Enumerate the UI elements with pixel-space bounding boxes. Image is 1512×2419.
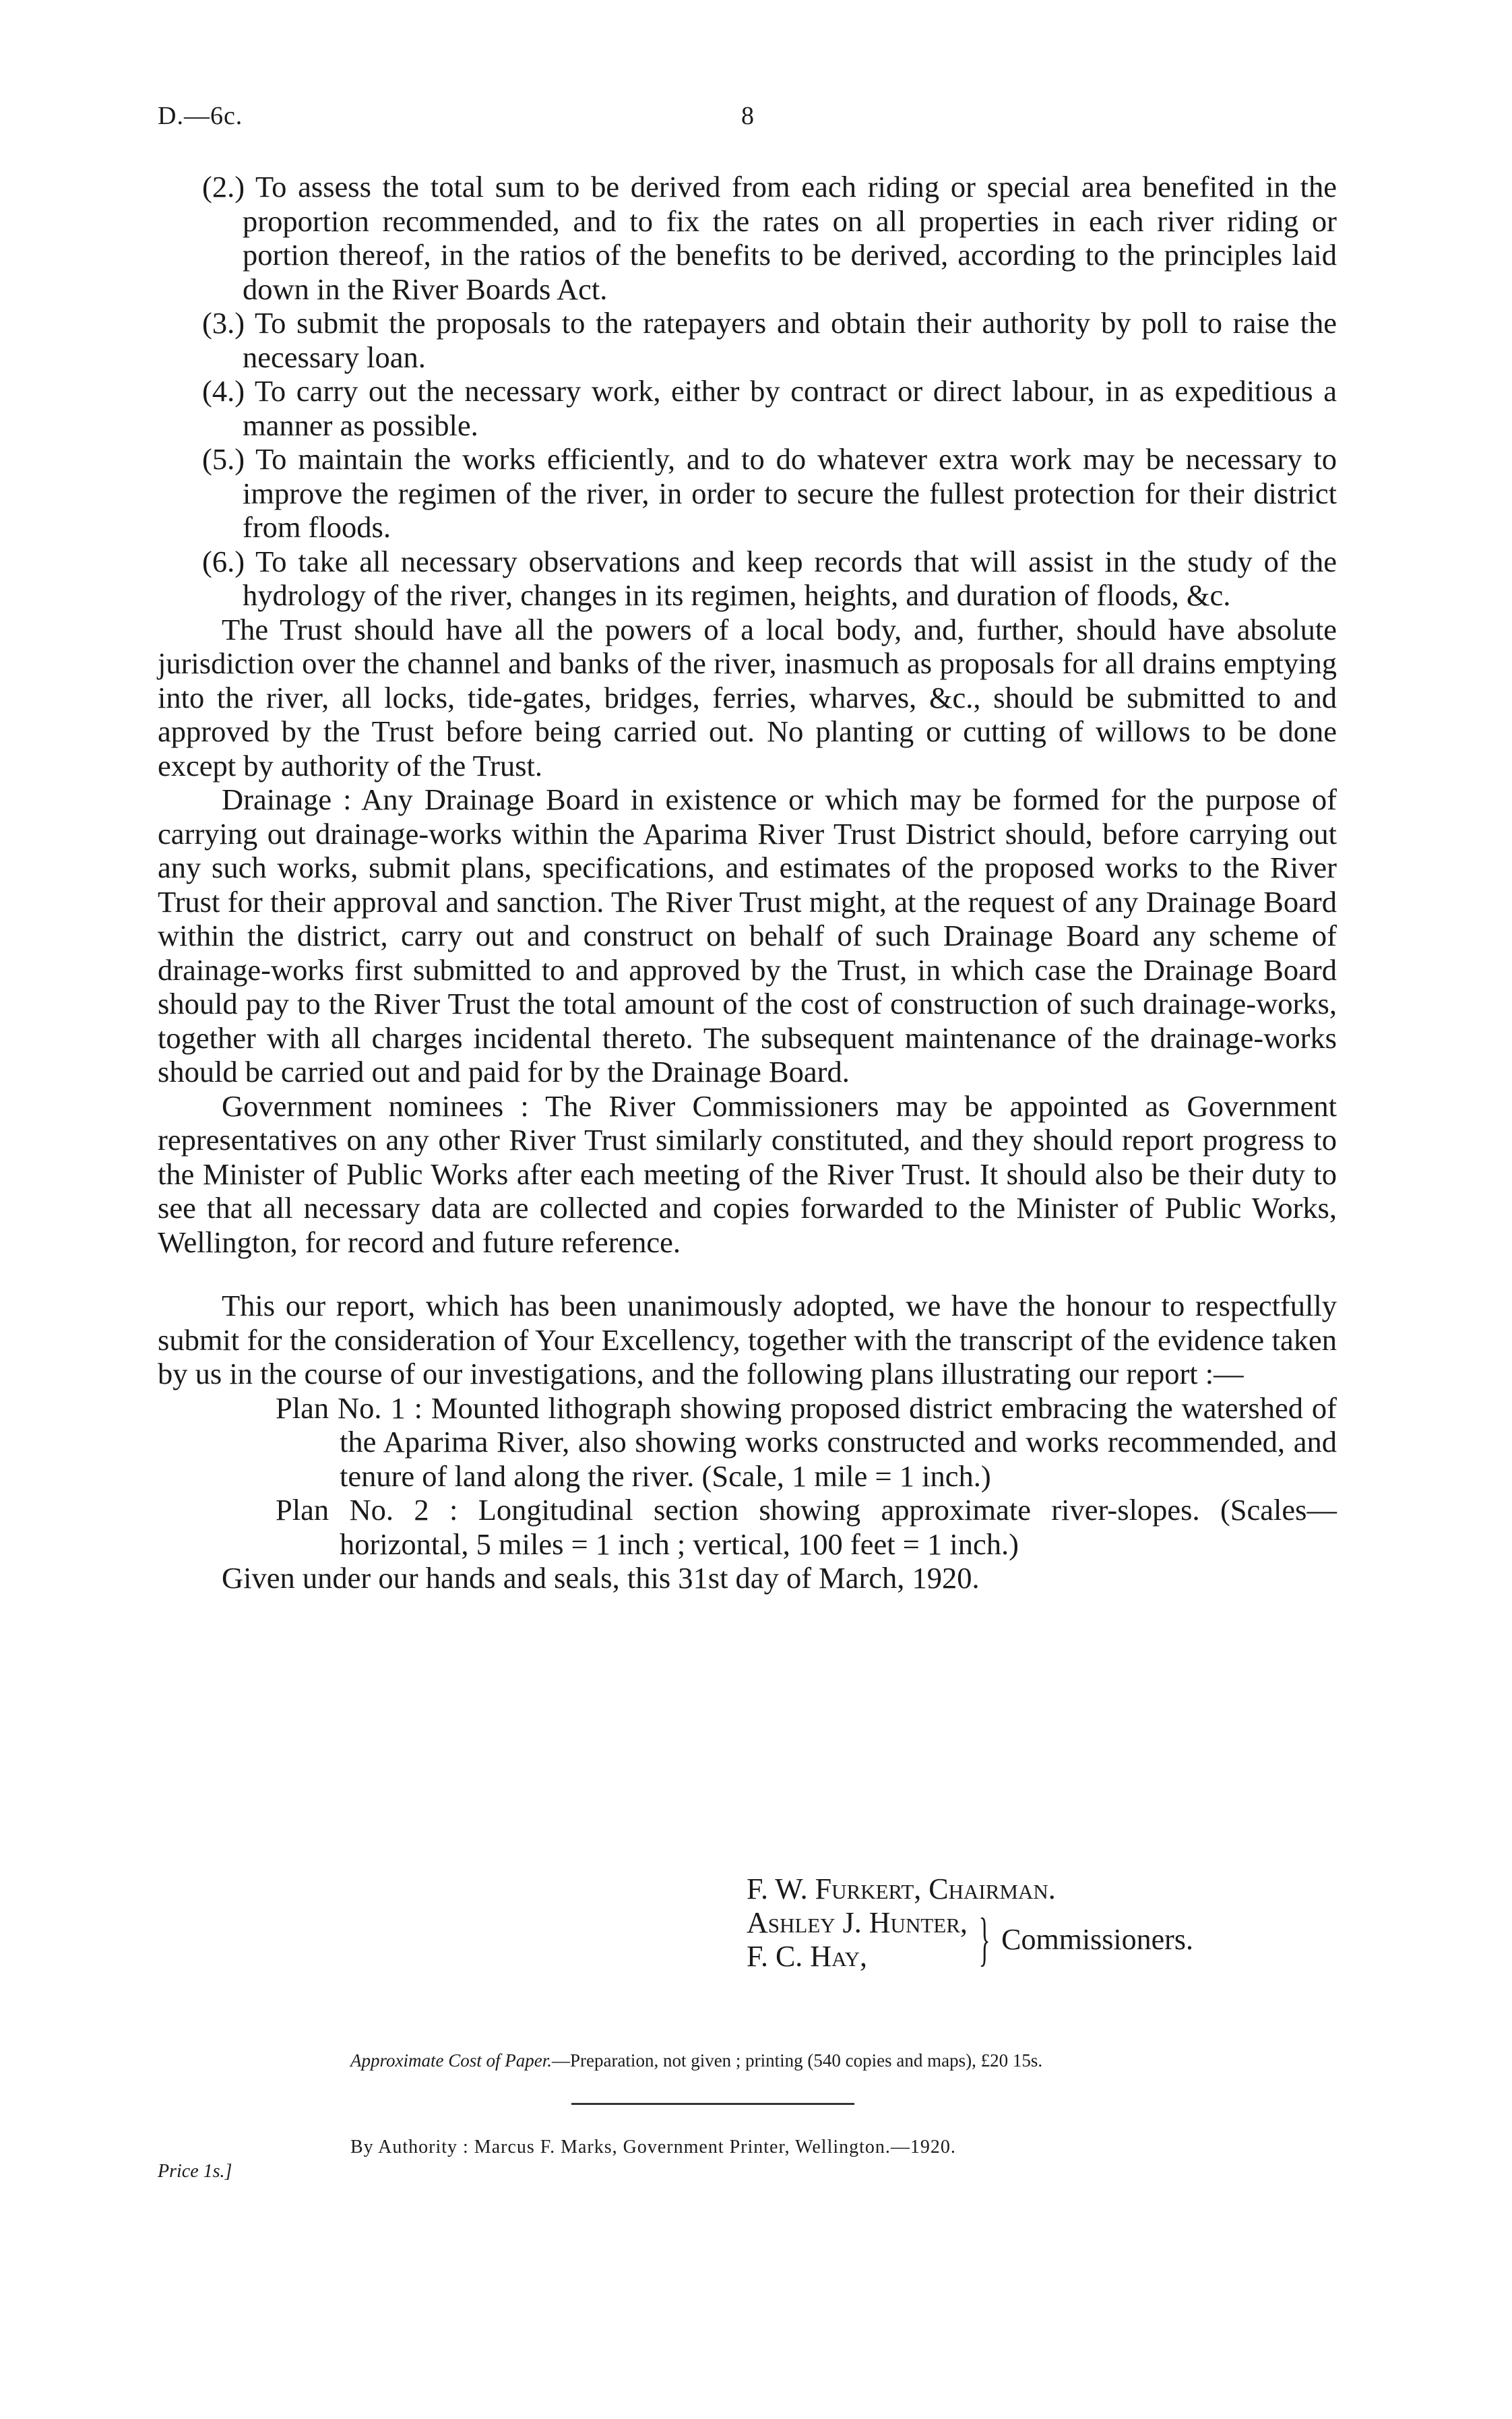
commissioners-label: Commissioners. [1001,1923,1193,1956]
cost-text: —Preparation, not given ; printing (540 copies and maps), £20 15s. [551,2050,1043,2071]
price: Price 1s.] [158,2161,232,2182]
cost-label: Approximate Cost of Paper. [350,2050,552,2071]
page-number: 8 [741,102,754,130]
plan-2: Plan No. 2 : Longitudinal section showing approximate river-slopes. (Scales—horizontal, 5 miles = 1 inch ; vertical, 100 feet = 1 inch.) [276,1493,1337,1561]
given-under-hands: Given under our hands and seals, this 31st day of March, 1920. [222,1561,980,1595]
numbered-item-3: (3.) To submit the proposals to the ratepayers and obtain their authority by poll to raise the necessary loan. [202,306,1337,374]
paragraph-trust-powers: The Trust should have all the powers of a local body, and, further, should have absolute jurisdiction over the channel and banks of the river, inasmuch as proposals for all drains emptying into the river, all locks, tide-gates, bridges, ferries, wharves, &c., should be submitted to and approved by the Trust before being carried out. No planting or cutting of willows to be done except by authority of the Trust. [158,612,1337,783]
commissioner-hunter: Ashley J. Hunter, [747,1906,968,1939]
paragraph-report: This our report, which has been unanimously adopted, we have the honour to respectfully submit for the consideration of Your Excellency, together with the transcript of the evidence taken by us in the course of our investigations, and the following plans illustrating our report :— [158,1289,1337,1390]
paragraph-drainage: Drainage : Any Drainage Board in existence or which may be formed for the purpose of carrying out drainage-works within the Aparima River Trust District should, before carrying out any such works, submit plans, specifications, and estimates of the proposed works to the River Trust for their approval and sanction. The River Trust might, at the request of any Drainage Board within the district, carry out and construct on behalf of such Drainage Board any scheme of drainage-works first submitted to and approved by the Trust, in which case the Drainage Board should pay to the River Trust the total amount of the cost of construction of such drainage-works, together with all charges incidental thereto. The subsequent maintenance of the drainage-works should be carried out and paid for by the Drainage Board. [158,783,1337,1089]
plan-1: Plan No. 1 : Mounted lithograph showing proposed district embracing the watershed of the Aparima River, also showing works constructed and works recommended, and tenure of land along the river. (Scale, 1 mile = 1 inch.) [276,1390,1337,1493]
chairman-signature: F. W. Furkert, Chairman. [747,1872,1056,1905]
brace-symbol: } [978,1907,990,1972]
numbered-item-6: (6.) To take all necessary observations and keep records that will assist in the study of the hydrology of the river, changes in its regimen, heights, and duration of floods, &c. [202,544,1337,612]
paragraph-government-nominees: Government nominees : The River Commissioners may be appointed as Government representatives on any other River Trust similarly constituted, and they should report progress to the Minister of Public Works after each meeting of the River Trust. It should also be their duty to see that all necessary data are collected and copies forwarded to the Minister of Public Works, Wellington, for record and future reference. [158,1089,1337,1259]
printer-authority: By Authority : Marcus F. Marks, Government Printer, Wellington.—1920. [350,2137,956,2157]
numbered-item-2: (2.) To assess the total sum to be derived from each riding or special area benefited in the proportion recommended, and to fix the rates on all properties in each river riding or portion thereof, in the ratios of the benefits to be derived, according to the principles laid down in the River Boards Act. [202,170,1337,306]
approximate-cost [350,2050,1042,2071]
commissioners-row [747,1906,1193,1973]
signature-block [747,1872,1193,1973]
commissioner-hay: F. C. Hay, [747,1940,867,1973]
document-reference: D.—6c. [158,102,243,130]
body-text [158,170,1337,1595]
numbered-item-4: (4.) To carry out the necessary work, either by contract or direct labour, in as expeditious a manner as possible. [202,374,1337,442]
numbered-item-5: (5.) To maintain the works efficiently, and to do whatever extra work may be necessary to improve the regimen of the river, in order to secure the fullest protection for their district from floods. [202,442,1337,544]
footer-rule [571,2103,854,2105]
